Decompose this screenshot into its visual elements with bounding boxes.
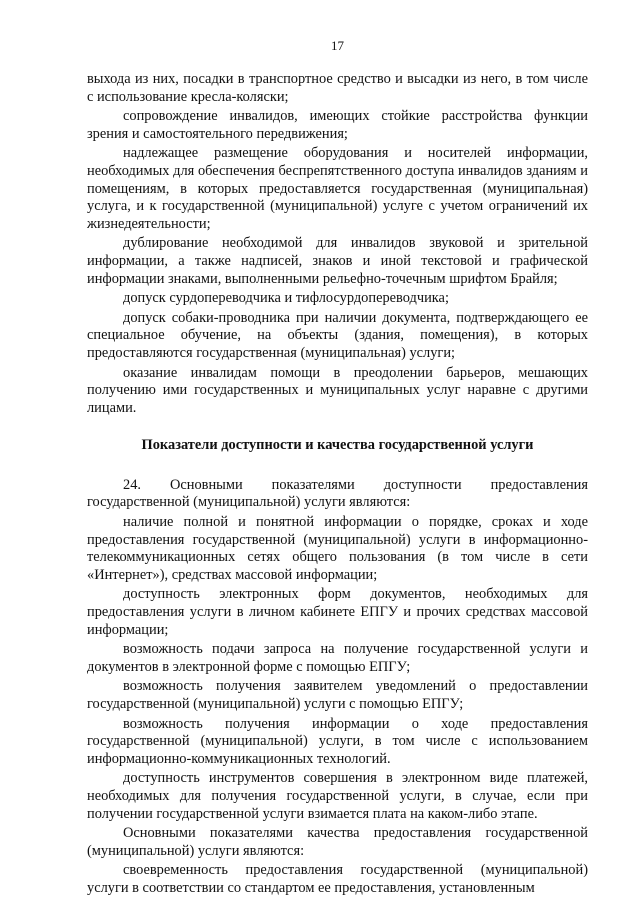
paragraph: возможность получения информации о ходе предоставления государственной (муниципальной) услуги, в том числе с использованием информационно-коммуникационных технологий.	[87, 715, 588, 767]
paragraph: Основными показателями качества предоставления государственной (муниципальной) услуги являются:	[87, 825, 588, 859]
paragraph: допуск собаки-проводника при наличии документа, подтверждающего ее специальное обучение, на объекты (здания, помещения), в которых предоставляются государственная (муниципальная) услуги;	[87, 309, 588, 361]
paragraph: допуск сурдопереводчика и тифлосурдопереводчика;	[123, 290, 449, 307]
document-body	[87, 71, 588, 898]
paragraph: доступность инструментов совершения в электронном виде платежей, необходимых для получения государственной услуги, в случае, если при получении государственной услуги взимается плата на каком-либо этапе.	[87, 770, 588, 822]
page-number: 17	[331, 38, 344, 53]
paragraph: наличие полной и понятной информации о порядке, сроках и ходе предоставления государственной (муниципальной) услуги в информационно-телекоммуникационных сетях общего пользования (в том числе в сети «Интернет»), средствах массовой информации;	[87, 514, 588, 583]
paragraph: сопровождение инвалидов, имеющих стойкие расстройства функции зрения и самостоятельного передвижения;	[87, 108, 588, 142]
section-heading: Показатели доступности и качества государственной услуги	[141, 437, 534, 454]
paragraph: возможность получения заявителем уведомлений о предоставлении государственной (муниципальной) услуги с помощью ЕПГУ;	[87, 678, 588, 712]
paragraph: оказание инвалидам помощи в преодолении барьеров, мешающих получению ими государственных и муниципальных услуг наравне с другими лицами.	[87, 364, 588, 416]
paragraph: возможность подачи запроса на получение государственной услуги и документов в электронной форме с помощью ЕПГУ;	[87, 641, 588, 675]
paragraph: 24. Основными показателями доступности предоставления государственной (муниципальной) услуги являются:	[87, 476, 588, 511]
paragraph: дублирование необходимой для инвалидов звуковой и зрительной информации, а также надписей, знаков и иной текстовой и графической информации знаками, выполненными рельефно-точечным шрифтом Брайля;	[87, 235, 588, 287]
paragraph: выхода из них, посадки в транспортное средство и высадки из него, в том числе с использование кресла-коляски;	[87, 71, 588, 105]
paragraph: своевременность предоставления государственной (муниципальной) услуги в соответствии со стандартом ее предоставления, установленным	[87, 862, 588, 896]
paragraph: надлежащее размещение оборудования и носителей информации, необходимых для обеспечения беспрепятственного доступа инвалидов зданиям и помещениям, в которых предоставляется государственная (муниципальная) услуга, и к государственной (муниципальной) услуге с учетом ограничений их жизнедеятельности;	[87, 145, 588, 232]
paragraph: доступность электронных форм документов, необходимых для предоставления услуги в личном кабинете ЕПГУ и прочих средствах массовой информации;	[87, 586, 588, 638]
